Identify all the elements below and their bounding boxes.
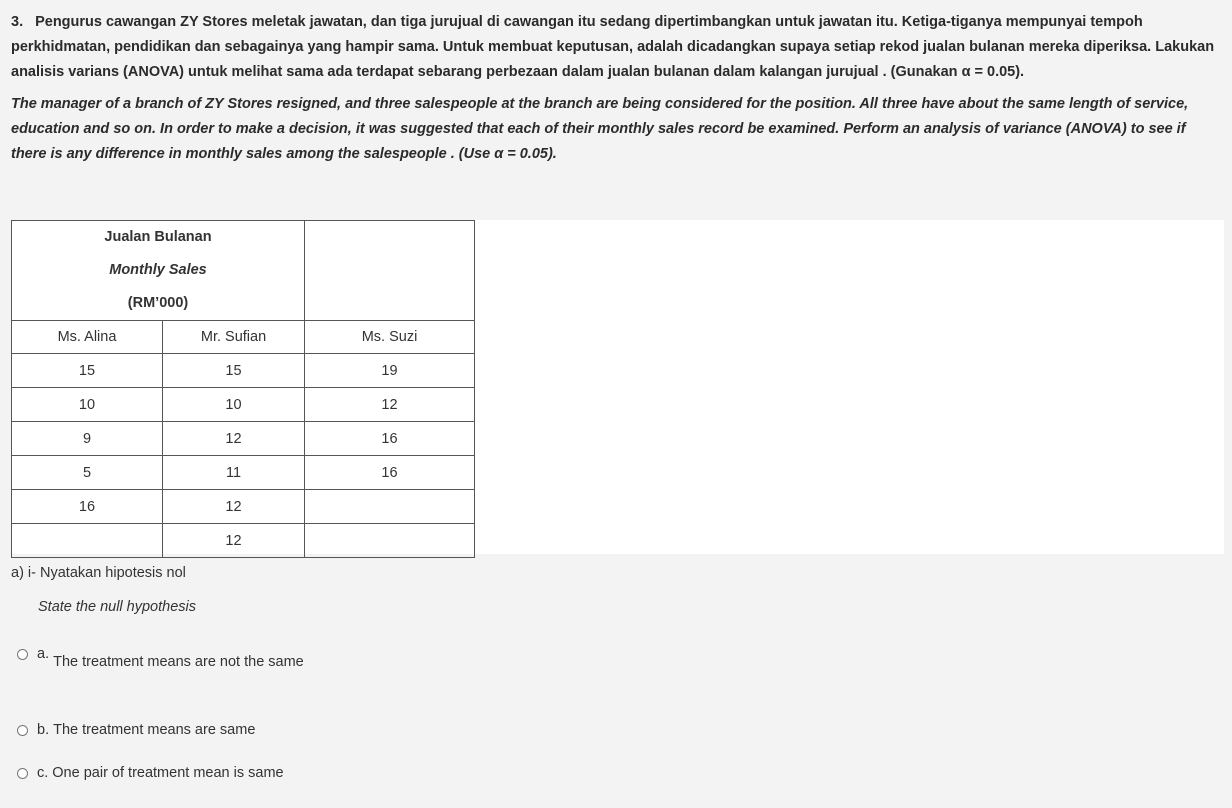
table-cell: 15 — [163, 354, 305, 388]
table-row — [12, 524, 475, 558]
column-names-row — [12, 321, 475, 354]
question-number: 3. — [11, 14, 24, 30]
table-cell: 16 — [305, 456, 475, 490]
table-cell — [305, 490, 475, 524]
option-letter: b. — [37, 722, 50, 738]
question-text-english: The manager of a branch of ZY Stores resigned, and three salespeople at the branch are being considered for the position. All three have about the same length of service, education and so on. In order to make a decision, it was suggested that each of their monthly sales record be examined. Perform an analysis of variance (ANOVA) to see if there is any difference in monthly sales among the salespeople . (Use α = 0.05). — [11, 96, 1189, 162]
sales-table-panel — [11, 220, 1224, 554]
table-cell — [305, 524, 475, 558]
radio-button-icon[interactable] — [17, 649, 28, 660]
table-cell: 10 — [12, 388, 163, 422]
sub-question-english: State the null hypothesis — [38, 599, 196, 615]
table-cell: 19 — [305, 354, 475, 388]
monthly-sales-table — [11, 220, 475, 558]
table-cell: 12 — [163, 524, 305, 558]
table-row — [12, 354, 475, 388]
radio-button-icon[interactable] — [17, 725, 28, 736]
answer-option-c[interactable] — [17, 765, 284, 781]
question-text-malay — [11, 10, 1223, 85]
table-cell: 16 — [305, 422, 475, 456]
sub-question-malay: a) i- Nyatakan hipotesis nol — [11, 565, 186, 581]
option-letter: a. — [37, 646, 50, 662]
question-body-malay: Pengurus cawangan ZY Stores meletak jawatan, dan tiga jurujual di cawangan itu sedang dipertimbangkan untuk jawatan itu. Ketiga-tiganya mempunyai tempoh perkhidmatan, pendidikan dan sebagainya yang hampir sama. Untuk membuat keputusan, adalah dicadangkan supaya setiap rekod jualan bulanan mereka diperiksa. Lakukan analisis varians (ANOVA) untuk melihat sama ada terdapat sebarang perbezaan dalam jualan bulanan dalam kalangan jurujual . (Gunakan α = 0.05). — [11, 14, 1215, 80]
option-text[interactable]: The treatment means are not the same — [53, 654, 304, 670]
option-letter: c. — [37, 765, 49, 781]
table-row — [12, 422, 475, 456]
column-header: Ms. Suzi — [305, 321, 475, 354]
table-header-row — [12, 221, 475, 321]
table-title-english: Monthly Sales — [109, 262, 207, 278]
table-unit: (RM’000) — [127, 295, 189, 311]
answer-option-b[interactable] — [17, 722, 255, 738]
answer-option-a[interactable] — [17, 646, 304, 670]
table-cell: 12 — [305, 388, 475, 422]
table-cell: 10 — [163, 388, 305, 422]
table-row — [12, 456, 475, 490]
table-row — [12, 490, 475, 524]
option-text[interactable]: The treatment means are same — [53, 722, 256, 738]
table-cell: 9 — [12, 422, 163, 456]
option-text[interactable]: One pair of treatment mean is same — [52, 765, 284, 781]
radio-button-icon[interactable] — [17, 768, 28, 779]
table-cell: 11 — [163, 456, 305, 490]
table-header-empty-cell — [305, 221, 475, 321]
table-cell — [12, 524, 163, 558]
table-cell: 12 — [163, 422, 305, 456]
column-header: Mr. Sufian — [163, 321, 305, 354]
table-cell: 16 — [12, 490, 163, 524]
table-cell: 5 — [12, 456, 163, 490]
table-row — [12, 388, 475, 422]
table-cell: 12 — [163, 490, 305, 524]
column-header: Ms. Alina — [12, 321, 163, 354]
table-title-cell — [12, 221, 305, 321]
table-cell: 15 — [12, 354, 163, 388]
table-title-malay: Jualan Bulanan — [104, 229, 212, 245]
